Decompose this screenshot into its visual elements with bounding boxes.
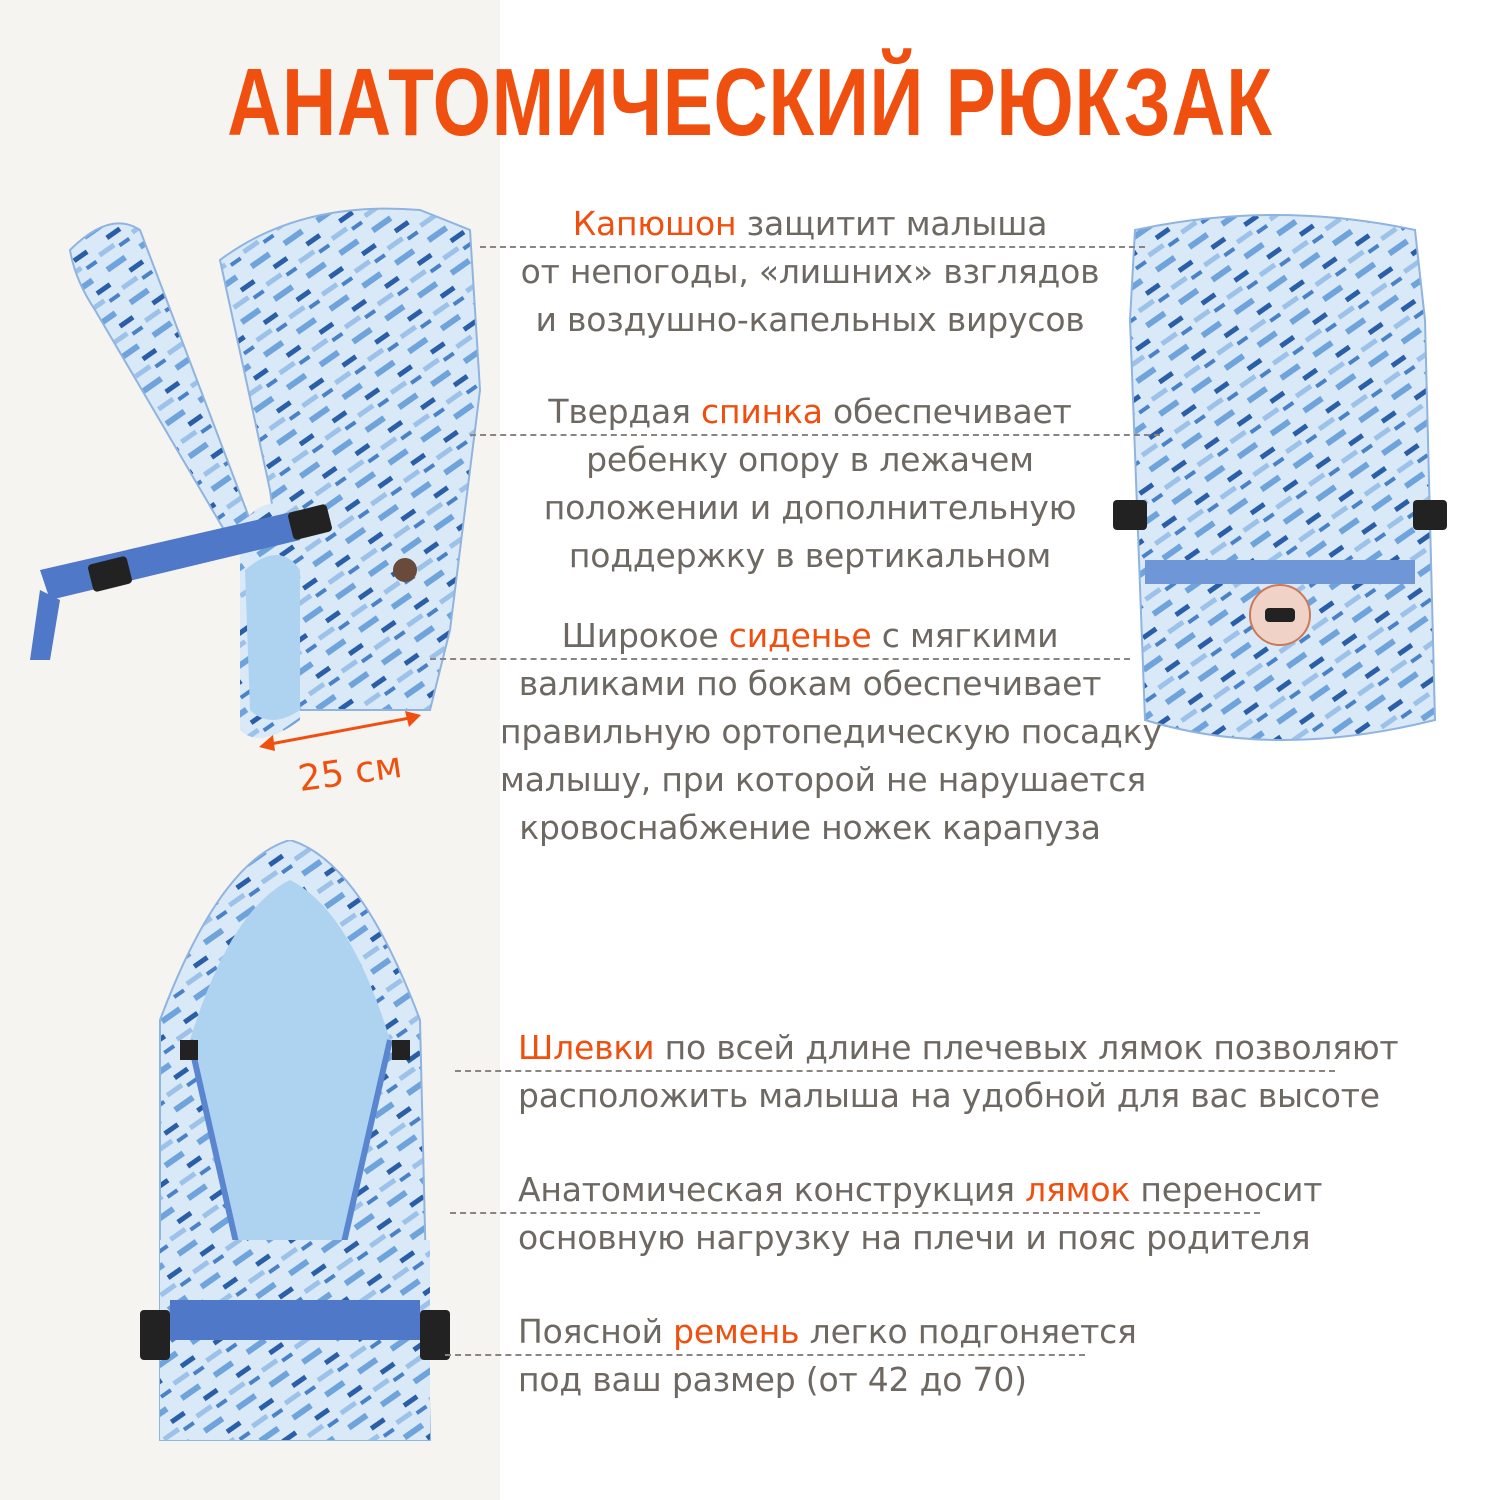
carrier-front-view-illustration [130,840,460,1460]
callout-text: с мягкими [871,616,1059,655]
callout-text: переносит [1130,1170,1323,1209]
callout-text: обеспечивает [822,392,1072,431]
callout-text: основную нагрузку на плечи и пояс родителя [518,1218,1311,1257]
callout-line [500,708,1162,756]
callout-text: положении и дополнительную [543,488,1077,527]
callout-line [510,200,1110,248]
callout-loops [518,1024,1399,1120]
carrier-side-view-illustration [0,190,500,810]
callout-text: правильную ортопедическую посадку [500,712,1162,751]
callout-text: Широкое [561,616,729,655]
callout-keyword: спинка [701,392,823,431]
callout-line [510,532,1110,580]
callout-text: от непогоды, «лишних» взглядов [520,252,1100,291]
callout-belt [518,1308,1137,1404]
callout-keyword: Шлевки [518,1028,655,1067]
callout-line [518,1308,1137,1356]
callout-line [500,660,1120,708]
callout-back [510,388,1110,580]
callout-line [510,436,1110,484]
carrier-back-view-illustration [1105,200,1455,760]
callout-text: по всей длине плечевых лямок позволяют [654,1028,1399,1067]
callout-text: малышу, при которой не нарушается [500,760,1147,799]
callout-line [518,1214,1311,1262]
callout-line [500,612,1120,660]
callout-line [500,756,1147,804]
page-title: АНАТОМИЧЕСКИЙ РЮКЗАК [227,49,1273,156]
callout-line [518,1072,1380,1120]
callout-seat [500,612,1162,852]
callout-text: кровоснабжение ножек карапуза [519,808,1101,847]
callout-keyword: лямок [1025,1170,1131,1209]
callout-line [510,248,1110,296]
callout-text: Твердая [548,392,702,431]
callout-text: расположить малыша на удобной для вас высоте [518,1076,1380,1115]
callout-text: поддержку в вертикальном [568,536,1052,575]
callout-keyword: Капюшон [572,204,737,243]
callout-line [518,1356,1118,1404]
callout-line [510,296,1110,344]
callout-straps [518,1166,1323,1262]
callout-keyword: сиденье [728,616,872,655]
callout-line [500,804,1120,852]
callout-keyword: ремень [673,1312,800,1351]
callout-text: легко подгоняется [799,1312,1137,1351]
callout-text: Поясной [518,1312,674,1351]
callout-text: ребенку опору в лежачем [586,440,1034,479]
callout-line [510,484,1110,532]
callout-text: защитит малыша [736,204,1048,243]
callout-line [518,1166,1323,1214]
callout-text: под ваш размер (от 42 до 70) [518,1360,1027,1399]
callout-hood [510,200,1110,344]
callout-line [510,388,1110,436]
callout-line [518,1024,1399,1072]
dimension-label: 25 см [295,744,405,801]
callout-text: и воздушно-капельных вирусов [535,300,1085,339]
callout-text: валиками по бокам обеспечивает [518,664,1102,703]
callout-text: Анатомическая конструкция [518,1170,1026,1209]
